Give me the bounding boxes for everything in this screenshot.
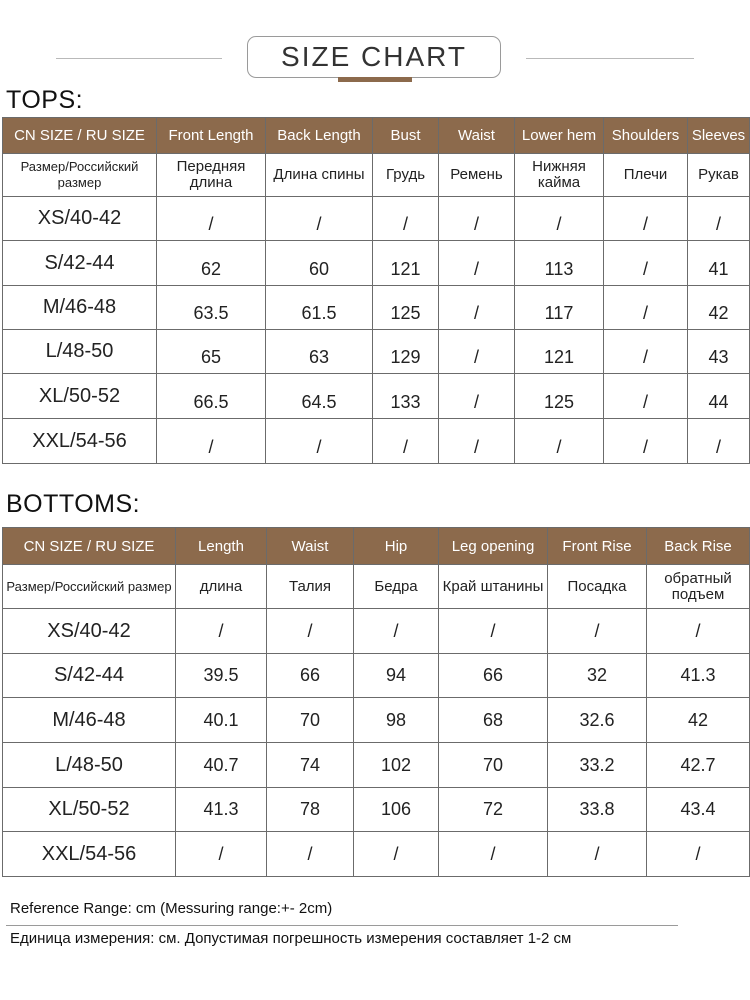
- value-cell: /: [604, 330, 688, 374]
- size-cell: XL/50-52: [3, 374, 157, 419]
- value-cell: 102: [354, 743, 439, 788]
- bottoms-ru-header-waist: Талия: [267, 565, 354, 609]
- table-row: [3, 609, 750, 654]
- value-cell: 42: [647, 698, 750, 743]
- value-cell: 74: [267, 743, 354, 788]
- value-cell: 41.3: [647, 654, 750, 698]
- value-cell: 106: [354, 788, 439, 832]
- tops-header-waist: Waist: [439, 118, 515, 154]
- value-cell: /: [548, 832, 647, 877]
- value-cell: /: [267, 832, 354, 877]
- value-cell: 61.5: [266, 286, 373, 330]
- value-cell: 63.5: [157, 286, 266, 330]
- table-row: [3, 698, 750, 743]
- bottoms-ru-header-row: [3, 565, 750, 609]
- value-cell: 64.5: [266, 374, 373, 419]
- value-cell: /: [688, 419, 750, 464]
- bottoms-section-label: BOTTOMS:: [6, 490, 141, 518]
- value-cell: 121: [515, 330, 604, 374]
- size-cell: M/46-48: [3, 286, 157, 330]
- value-cell: /: [157, 197, 266, 241]
- table-row: [3, 286, 750, 330]
- value-cell: /: [439, 241, 515, 286]
- value-cell: 66: [267, 654, 354, 698]
- tops-header-size: CN SIZE / RU SIZE: [3, 118, 157, 154]
- size-cell: S/42-44: [3, 241, 157, 286]
- value-cell: /: [688, 197, 750, 241]
- value-cell: 42: [688, 286, 750, 330]
- size-cell: XL/50-52: [3, 788, 176, 832]
- table-row: [3, 374, 750, 419]
- value-cell: 78: [267, 788, 354, 832]
- value-cell: 32: [548, 654, 647, 698]
- value-cell: /: [354, 609, 439, 654]
- reference-range-note-ru: Единица измерения: см. Допустимая погрешность измерения составляет 1-2 см: [10, 930, 572, 947]
- value-cell: 32.6: [548, 698, 647, 743]
- value-cell: 72: [439, 788, 548, 832]
- tops-ru-header-waist: Ремень: [439, 154, 515, 197]
- value-cell: 43: [688, 330, 750, 374]
- value-cell: 42.7: [647, 743, 750, 788]
- title-divider-right: [526, 58, 694, 59]
- size-cell: XS/40-42: [3, 609, 176, 654]
- value-cell: 39.5: [176, 654, 267, 698]
- tops-header-back-length: Back Length: [266, 118, 373, 154]
- tops-size-table: [2, 117, 750, 464]
- bottoms-header-size: CN SIZE / RU SIZE: [3, 528, 176, 565]
- value-cell: 113: [515, 241, 604, 286]
- table-row: [3, 832, 750, 877]
- value-cell: 117: [515, 286, 604, 330]
- tops-ru-header-shoulders: Плечи: [604, 154, 688, 197]
- size-cell: M/46-48: [3, 698, 176, 743]
- table-row: [3, 197, 750, 241]
- table-row: [3, 330, 750, 374]
- value-cell: /: [439, 197, 515, 241]
- tops-ru-header-size: Размер/Российский размер: [3, 154, 157, 197]
- bottoms-header-leg-opening: Leg opening: [439, 528, 548, 565]
- value-cell: 41: [688, 241, 750, 286]
- value-cell: /: [266, 197, 373, 241]
- tops-ru-header-front-length: Передняя длина: [157, 154, 266, 197]
- size-cell: S/42-44: [3, 654, 176, 698]
- bottoms-header-hip: Hip: [354, 528, 439, 565]
- tops-ru-header-lower-hem: Нижняя кайма: [515, 154, 604, 197]
- value-cell: 33.8: [548, 788, 647, 832]
- value-cell: 70: [439, 743, 548, 788]
- value-cell: /: [604, 197, 688, 241]
- footer-divider: [6, 925, 678, 926]
- value-cell: 133: [373, 374, 439, 419]
- tops-header-shoulders: Shoulders: [604, 118, 688, 154]
- bottoms-ru-header-front-rise: Посадка: [548, 565, 647, 609]
- value-cell: /: [604, 241, 688, 286]
- table-row: [3, 419, 750, 464]
- value-cell: /: [439, 419, 515, 464]
- bottoms-ru-header-size: Размер/Российский размер: [3, 565, 176, 609]
- value-cell: 63: [266, 330, 373, 374]
- tops-ru-header-bust: Грудь: [373, 154, 439, 197]
- tops-ru-header-back-length: Длина спины: [266, 154, 373, 197]
- tops-header-sleeves: Sleeves: [688, 118, 750, 154]
- value-cell: 33.2: [548, 743, 647, 788]
- value-cell: /: [373, 197, 439, 241]
- value-cell: /: [267, 609, 354, 654]
- value-cell: 125: [515, 374, 604, 419]
- value-cell: 125: [373, 286, 439, 330]
- value-cell: /: [604, 419, 688, 464]
- size-cell: XXL/54-56: [3, 419, 157, 464]
- bottoms-header-row: [3, 528, 750, 565]
- value-cell: /: [354, 832, 439, 877]
- tops-header-bust: Bust: [373, 118, 439, 154]
- table-row: [3, 654, 750, 698]
- value-cell: /: [604, 374, 688, 419]
- value-cell: /: [604, 286, 688, 330]
- size-cell: L/48-50: [3, 743, 176, 788]
- value-cell: /: [515, 197, 604, 241]
- value-cell: 66: [439, 654, 548, 698]
- table-row: [3, 241, 750, 286]
- value-cell: /: [266, 419, 373, 464]
- value-cell: /: [515, 419, 604, 464]
- value-cell: /: [373, 419, 439, 464]
- bottoms-header-length: Length: [176, 528, 267, 565]
- value-cell: /: [439, 374, 515, 419]
- bottoms-header-front-rise: Front Rise: [548, 528, 647, 565]
- value-cell: 70: [267, 698, 354, 743]
- value-cell: 68: [439, 698, 548, 743]
- bottoms-ru-header-leg-opening: Край штанины: [439, 565, 548, 609]
- value-cell: /: [176, 832, 267, 877]
- bottoms-header-waist: Waist: [267, 528, 354, 565]
- value-cell: /: [176, 609, 267, 654]
- value-cell: /: [439, 609, 548, 654]
- value-cell: /: [439, 286, 515, 330]
- value-cell: 121: [373, 241, 439, 286]
- title-accent-bar: [338, 77, 412, 82]
- value-cell: 44: [688, 374, 750, 419]
- value-cell: 40.1: [176, 698, 267, 743]
- reference-range-note: Reference Range: cm (Messuring range:+- 2cm): [10, 900, 333, 917]
- value-cell: 98: [354, 698, 439, 743]
- bottoms-header-back-rise: Back Rise: [647, 528, 750, 565]
- value-cell: /: [439, 330, 515, 374]
- size-cell: XS/40-42: [3, 197, 157, 241]
- bottoms-ru-header-back-rise: обратный подъем: [647, 565, 750, 609]
- title-divider-left: [56, 58, 222, 59]
- page-title: SIZE CHART: [247, 36, 501, 78]
- value-cell: 129: [373, 330, 439, 374]
- value-cell: /: [439, 832, 548, 877]
- bottoms-size-table: [2, 527, 750, 877]
- tops-header-front-length: Front Length: [157, 118, 266, 154]
- value-cell: 40.7: [176, 743, 267, 788]
- size-cell: XXL/54-56: [3, 832, 176, 877]
- value-cell: /: [647, 609, 750, 654]
- value-cell: 62: [157, 241, 266, 286]
- tops-header-lower-hem: Lower hem: [515, 118, 604, 154]
- value-cell: /: [157, 419, 266, 464]
- value-cell: 60: [266, 241, 373, 286]
- tops-header-row: [3, 118, 750, 154]
- tops-section-label: TOPS:: [6, 86, 84, 114]
- bottoms-ru-header-length: длина: [176, 565, 267, 609]
- tops-ru-header-row: [3, 154, 750, 197]
- value-cell: 43.4: [647, 788, 750, 832]
- value-cell: 66.5: [157, 374, 266, 419]
- tops-ru-header-sleeves: Рукав: [688, 154, 750, 197]
- size-cell: L/48-50: [3, 330, 157, 374]
- value-cell: 65: [157, 330, 266, 374]
- table-row: [3, 788, 750, 832]
- bottoms-ru-header-hip: Бедра: [354, 565, 439, 609]
- value-cell: /: [647, 832, 750, 877]
- value-cell: 41.3: [176, 788, 267, 832]
- size-chart-title-block: [0, 36, 750, 84]
- value-cell: 94: [354, 654, 439, 698]
- table-row: [3, 743, 750, 788]
- value-cell: /: [548, 609, 647, 654]
